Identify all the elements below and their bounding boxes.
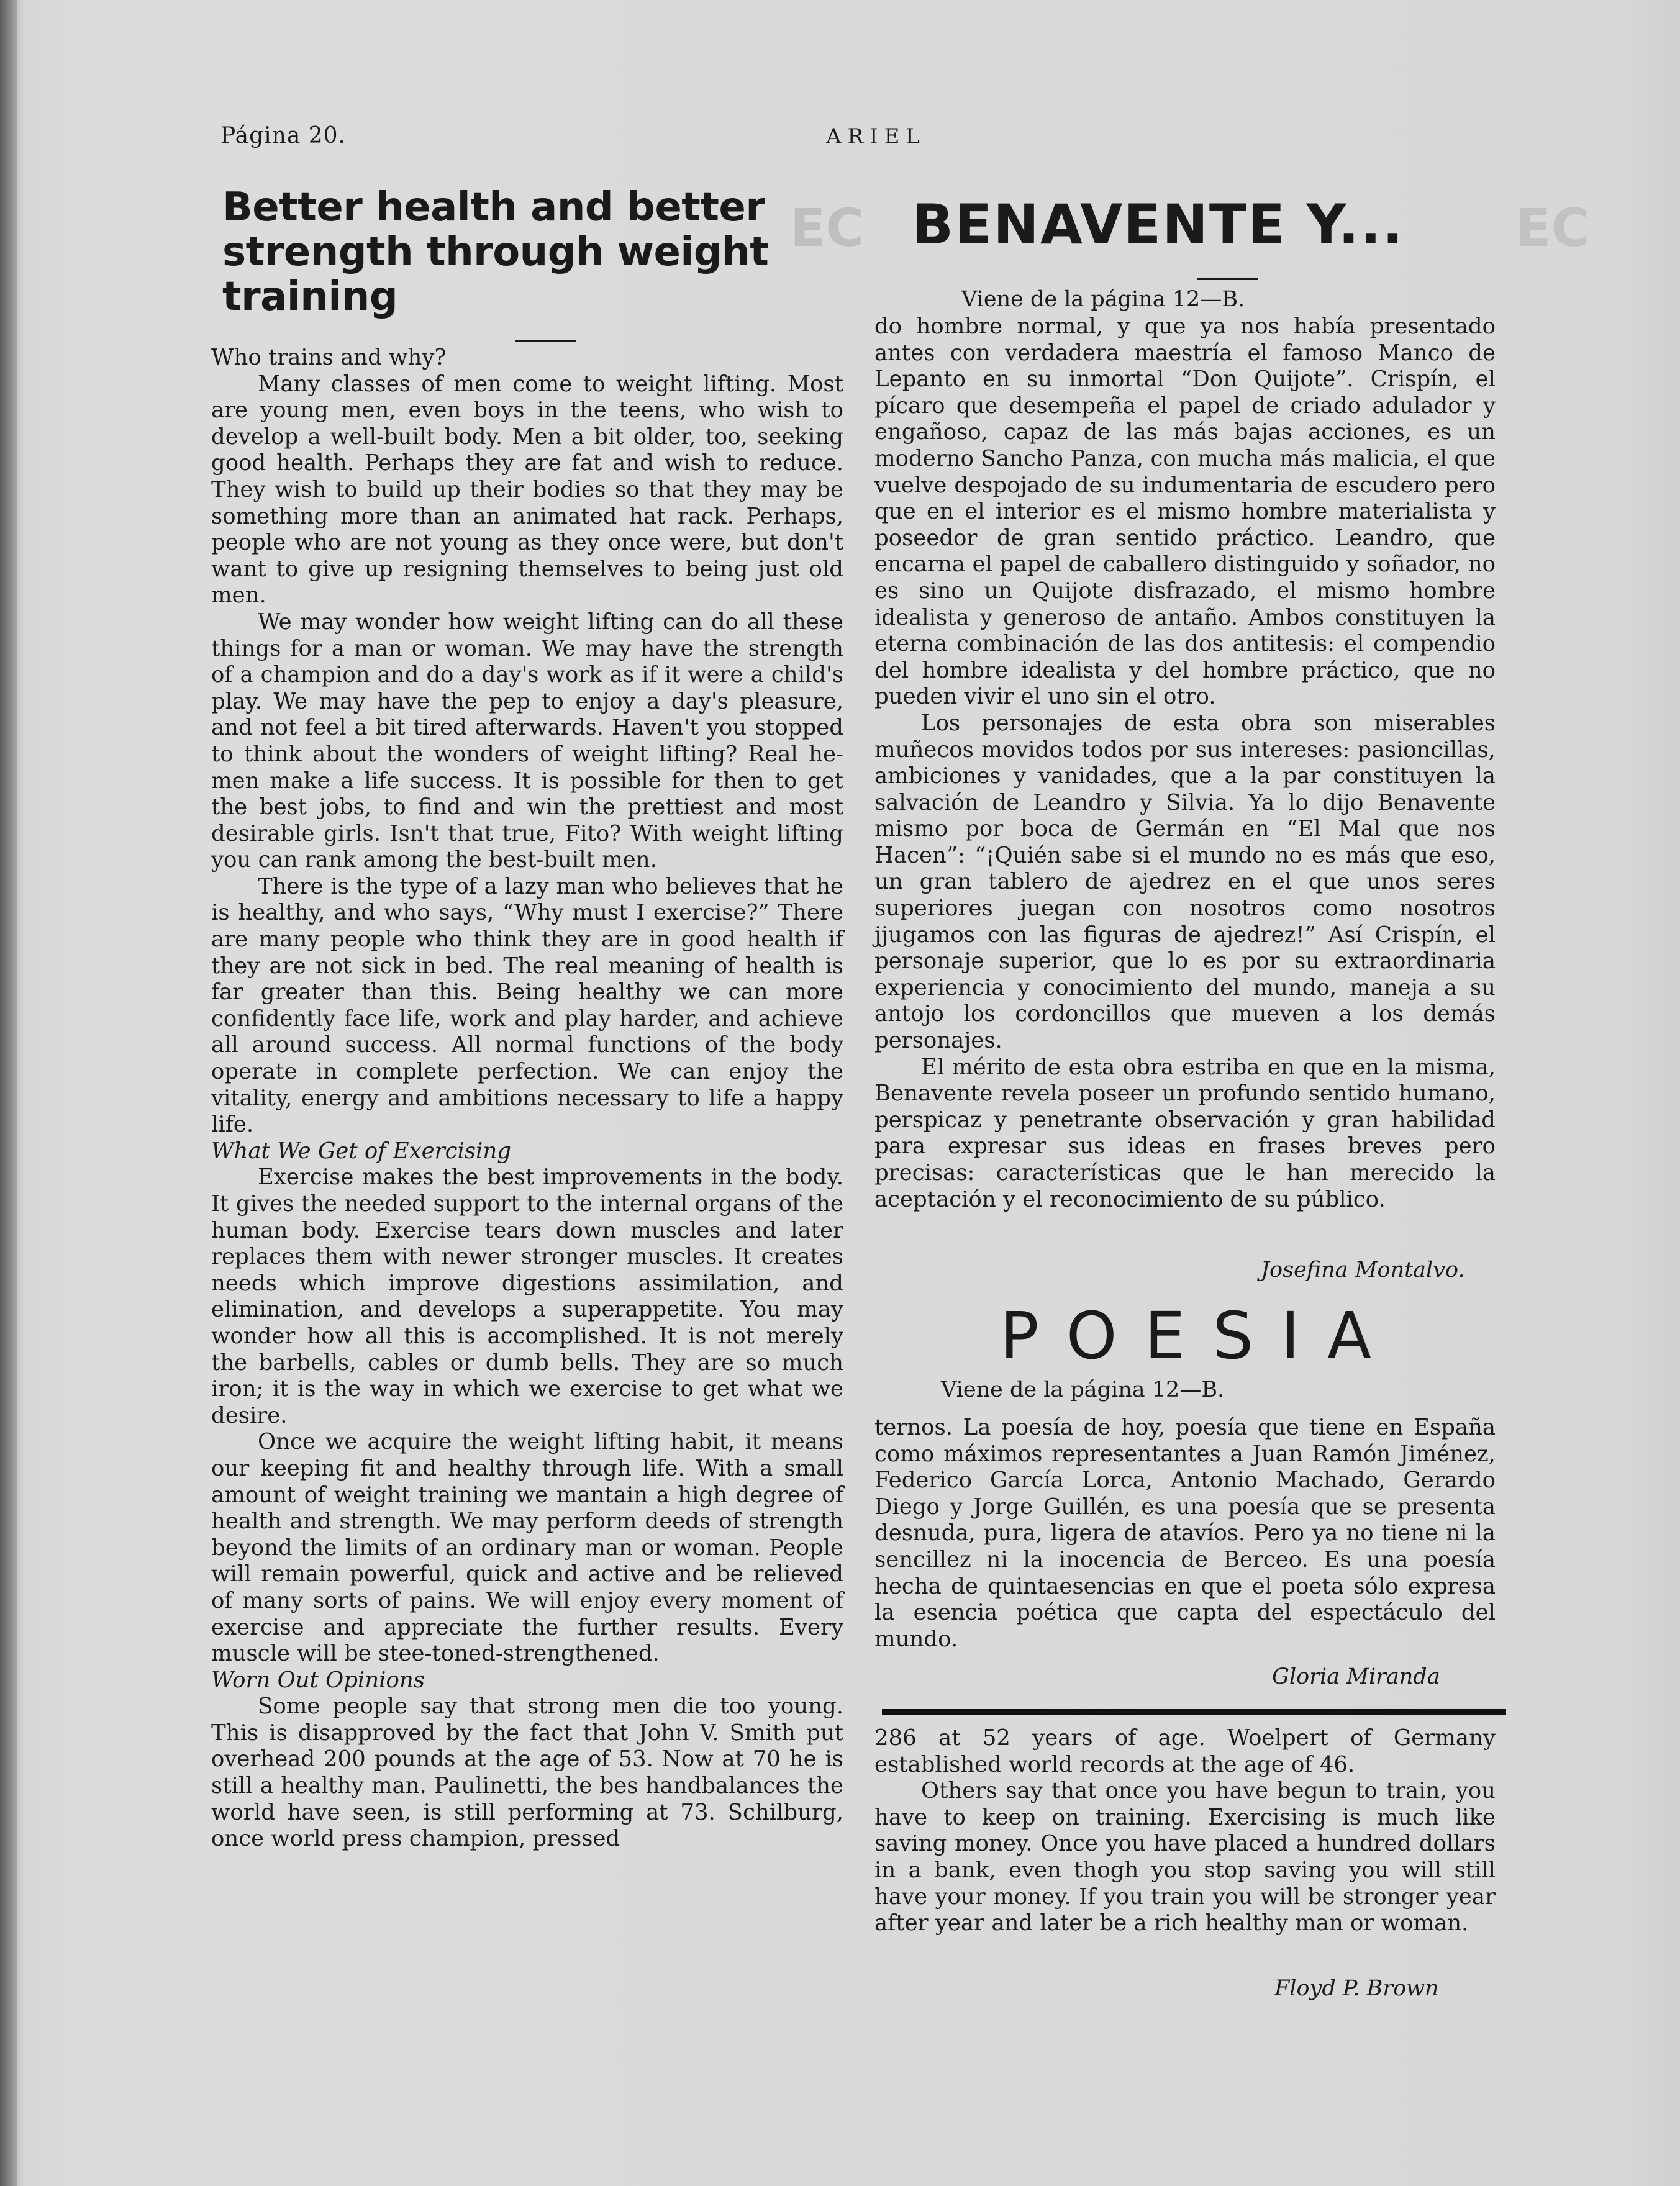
benavente-title: BENAVENTE Y... [912, 193, 1405, 256]
paragraph: 286 at 52 years of age. Woelpert of Germany established world records at the age of 46. [874, 1725, 1496, 1777]
poesia-author: Gloria Miranda [1272, 1664, 1440, 1689]
paragraph: Exercise makes the best improvements in the body. It gives the needed support to the internal organs of the human body. Exercise tears down muscles and later replaces them with newer stronger muscles. It creates needs which improve digestions assimilation, and elimination, and develops a superappetite. You may wonder how all this is accomplished. It is not merely the barbells, cables or dumb bells. They are so much iron; it is the way in which we exercise to get what we desire. [211, 1164, 843, 1428]
paragraph: Once we acquire the weight lifting habit, it means our keeping fit and healthy through life. With a small amount of weight training we mantain a high degree of health and strength. We may perform deeds of strength beyond the limits of an ordinary man or woman. People will remain powerful, quick and active and be relieved of many sorts of pains. We will enjoy every moment of exercise and appreciate the further results. Every muscle will be stee-toned-strengthened. [211, 1429, 843, 1667]
paragraph: Who trains and why? [211, 345, 447, 370]
paragraph: We may wonder how weight lifting can do all these things for a man or woman. We may have the strength of a champion and do a day's work as if it were a child's play. We may have the pep to enjoy a day's pleasure, and not feel a bit tired afterwards. Haven't you stopped to think about the wonders of weight lifting? Real he-men make a life success. It is possible for then to get the best jobs, to find and win the prettiest and most desirable girls. Isn't that true, Fito? With weight lifting you can rank among the best-built men. [211, 609, 843, 873]
paragraph: do hombre normal, y que ya nos había presentado antes con verdadera maestría el famoso Manco de Lepanto en su inmortal “Don Quijote”. Crispín, el pícaro que desempeña el papel de criado adulador y engañoso, capaz de las más bajas acciones, es un moderno Sancho Panza, con mucha más malicia, el que vuelve despojado de su indumentaria de escudero pero que en el interior es el mismo hombre materialista y poseedor de gran sentido práctico. Leandro, que encarna el papel de caballero distinguido y soñador, no es sino un Quijote disfrazado, el mismo hombre idealista y generoso de antaño. Ambos constituyen la eterna combinación de las dos antitesis: el compendio del hombre idealista y del hombre práctico, que no pueden vivir el uno sin el otro. [874, 314, 1496, 710]
paragraph: Many classes of men come to weight lifting. Most are young men, even boys in the teens, who wish to develop a well-built body. Men a bit older, too, seeking good health. Perhaps they are fat and wish to reduce. They wish to build up their bodies so that they may be something more than an animated hat rack. Perhaps, people who are not young as they once were, but don't want to give up resigning themselves to being just old men. [211, 371, 843, 609]
benavente-author: Josefina Montalvo. [1261, 1258, 1465, 1282]
left-article-body [211, 345, 843, 1853]
page-binding-edge [0, 0, 17, 2186]
paragraph: Some people say that strong men die too young. This is disapproved by the fact that John V. Smith put overhead 200 pounds at the age of 53. Now at 70 he is still a healthy man. Paulinetti, the bes handbalances the world have seen, is still performing at 73. Schilburg, once world press champion, pressed [211, 1694, 843, 1852]
benavente-body [874, 314, 1496, 1213]
title-divider-left [515, 340, 576, 342]
left-article-title: Better health and better strength through weight training [222, 184, 769, 320]
section-subheading: Worn Out Opinions [211, 1667, 425, 1693]
poesia-continued-note: Viene de la página 12—B. [941, 1377, 1225, 1402]
paragraph: Los personajes de esta obra son miserables muñecos movidos todos por sus intereses: pasioncillas, ambiciones y vanidades, que a la par constituyen la salvación de Leandro y Silvia. Ya lo dijo Benavente mismo por boca de Germán en “El Mal que nos Hacen”: “¡Quién sabe si el mundo no es más que eso, un gran tablero de ajedrez en el que unos seres superiores juegan con nosotros como nosotros jjugamos con las figuras de ajedrez!” Así Crispín, el personaje superior, que lo es por su extraordinaria experiencia y conocimiento del mundo, maneja a su antojo los cordoncillos que mueven a los demás personajes. [874, 710, 1496, 1054]
paragraph: There is the type of a lazy man who believes that he is healthy, and who says, “Why must I exercise?” There are many people who think they are in good health if they are not sick in bed. The real meaning of health is far greater than this. Being healthy we can more confidently face life, work and play harder, and achieve all around success. All normal functions of the body operate in complete perfection. We can enjoy the vitality, energy and ambitions necessary to life a happy life. [211, 873, 843, 1138]
section-subheading: What We Get of Exercising [211, 1138, 511, 1164]
title-divider-right [1197, 278, 1258, 280]
section-divider-rule [882, 1709, 1506, 1715]
paragraph: ternos. La poesía de hoy, poesía que tiene en España como máximos representantes a Juan Ramón Jiménez, Federico García Lorca, Antonio Machado, Gerardo Diego y Jorge Guillén, es una poesía que se presenta desnuda, pura, ligera de atavíos. Pero ya no tiene ni la sencillez ni la inocencia de Berceo. Es una poesía hecha de quintaesencias en que el poeta sólo expresa la esencia poética que capta del espectáculo del mundo. [874, 1415, 1496, 1652]
bleed-through-text: EC [1515, 197, 1590, 258]
benavente-continued-note: Viene de la página 12—B. [961, 287, 1245, 312]
paragraph: El mérito de esta obra estriba en que en la misma, Benavente revela poseer un profundo sentido humano, perspicaz y penetrante observación y gran habilidad para expresar sus ideas en frases breves pero precisas: características que le han merecido la aceptación y el reconocimiento de su público. [874, 1054, 1496, 1212]
poesia-title: POESIA [1000, 1298, 1399, 1374]
page-number: Página 20. [220, 123, 346, 148]
bleed-through-text: EC [790, 197, 865, 258]
poesia-body [874, 1415, 1496, 1653]
magazine-name: ARIEL [826, 124, 926, 149]
paragraph: Others say that once you have begun to train, you have to keep on training. Exercising is much like saving money. Once you have placed a hundred dollars in a bank, even thogh you stop saving you will still have your money. If you train you will be stronger year after year and later be a rich healthy man or woman. [874, 1778, 1496, 1936]
weight-continuation-body [874, 1725, 1496, 1937]
weight-article-author: Floyd P. Brown [1274, 1976, 1439, 2001]
